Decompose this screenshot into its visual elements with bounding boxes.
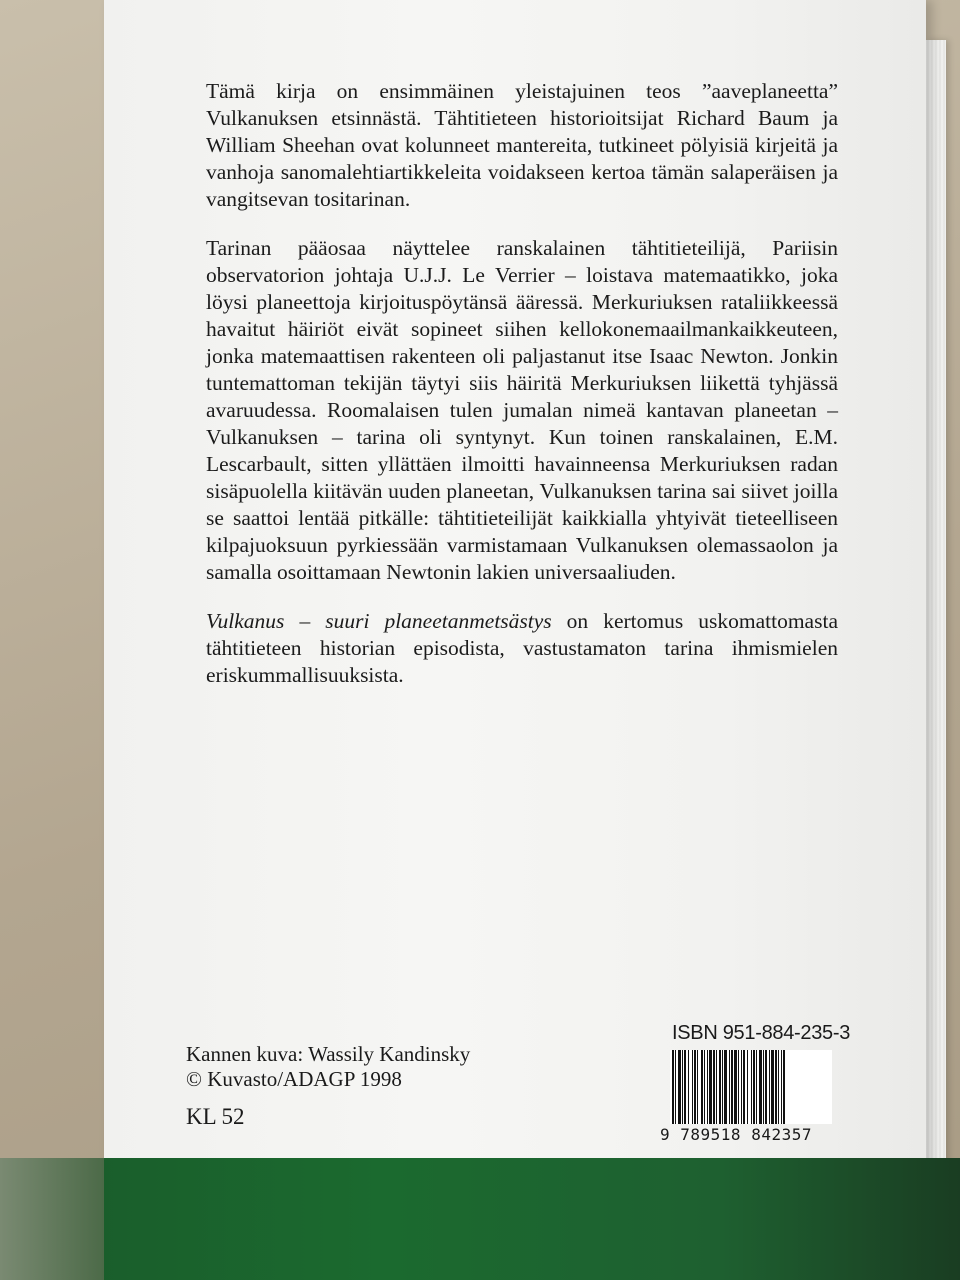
barcode-bar — [759, 1050, 762, 1124]
library-class-code: KL 52 — [186, 1104, 245, 1129]
barcode-bar — [731, 1050, 733, 1124]
cover-credits — [186, 1042, 470, 1092]
book-title-italic: Vulkanus – suuri planeetanmetsästys — [206, 609, 552, 633]
barcode-bar — [753, 1050, 755, 1124]
barcode-bar — [743, 1050, 745, 1124]
barcode-bar — [704, 1050, 705, 1124]
cover-image-credit: Kannen kuva: Wassily Kandinsky — [186, 1042, 471, 1066]
barcode-bar — [719, 1050, 721, 1124]
barcode-bar — [747, 1050, 748, 1124]
barcode-bar — [771, 1050, 774, 1124]
barcode-bar — [672, 1050, 674, 1124]
isbn-label: ISBN 951-884-235-3 — [672, 1022, 851, 1044]
copyright-line: © Kuvasto/ADAGP 1998 — [186, 1067, 402, 1091]
barcode-bar — [783, 1050, 785, 1124]
blurb-paragraph-3 — [206, 608, 838, 689]
barcode-bar — [763, 1050, 764, 1124]
barcode-bar — [765, 1050, 767, 1124]
blurb-paragraph-1: Tämä kirja on ensimmäinen yleistajuinen teos ”aaveplaneetta” Vulkanuksen etsinnästä. Tähtitieteen historioitsijat Richard Baum ja William Sheehan ovat kolunneet mantereita, tutkineet pölyisiä kirjeitä ja vanhoja sanomalehtiartikkeleita voidakseen kertoa tämän salaperäisen ja vangitsevan tositarinan. — [206, 79, 838, 211]
barcode-bar — [751, 1050, 752, 1124]
back-cover-blurb — [206, 78, 838, 711]
barcode-bar — [684, 1050, 686, 1124]
barcode-bar — [701, 1050, 703, 1124]
barcode-number: 9 789518 842357 — [660, 1125, 812, 1144]
barcode-bar — [707, 1050, 708, 1124]
blurb-paragraph-3-text: on kertomus uskomattomasta tähtitieteen historian episodista, vastustamaton tarina ihmismielen eriskummallisuuksista. — [206, 609, 838, 687]
barcode-bar — [775, 1050, 777, 1124]
barcode-bar — [724, 1050, 727, 1124]
barcode-bar — [741, 1050, 742, 1124]
band-shadow — [0, 1158, 104, 1280]
green-cover-band — [0, 1158, 960, 1280]
barcode-bar — [678, 1050, 681, 1124]
barcode-bar — [675, 1050, 676, 1124]
blurb-paragraph-2: Tarinan pääosaa näyttelee ranskalainen tähtitieteilijä, Pariisin observatorion johtaja U.J.J. Le Verrier – loistava matemaatikko, joka löysi planeettoja kirjoituspöytänsä ääressä. Merkuriuksen rataliikkeessä havaitut häiriöt eivät sopineet siihen kellokonemaailmankaikkeuteen, jonka matemaattisen rakenteen oli paljastanut itse Isaac Newton. Jonkin tuntemattoman tekijän täytyi siis häiritä Merkuriuksen liikettä tyhjässä avaruudessa. Roomalaisen tulen jumalan nimeä kantavan planeetan – Vulkanuksen – tarina oli syntynyt. Kun toinen ranskalainen, E.M. Lescarbault, sitten yllättäen ilmoitti havainneensa Merkuriuksen radan sisäpuolella kiitävän uuden planeetan, Vulkanuksen tarina sai siivet joilla se saattoi lentää pitkälle: tähtitieteilijät kaikkialla yhtyivät tieteelliseen kilpajuoksuun pyrkiessään varmistamaan Vulkanuksen olemassaolon ja samalla osoittamaan Newtonin lakien universaaliuden. — [206, 236, 838, 584]
barcode-bar — [729, 1050, 730, 1124]
barcode-bar — [694, 1050, 696, 1124]
barcode-bar — [688, 1050, 689, 1124]
barcode-bar — [734, 1050, 737, 1124]
barcode-bar — [781, 1050, 782, 1124]
barcode-bar — [778, 1050, 779, 1124]
barcode-bar — [692, 1050, 693, 1124]
barcode-bar — [709, 1050, 712, 1124]
barcode-bar — [722, 1050, 723, 1124]
barcode-bar — [769, 1050, 770, 1124]
barcode — [670, 1050, 832, 1124]
barcode-bar — [713, 1050, 715, 1124]
barcode-bar — [738, 1050, 739, 1124]
barcode-bar — [682, 1050, 683, 1124]
barcode-bar — [716, 1050, 717, 1124]
barcode-bar — [756, 1050, 757, 1124]
barcode-bar — [697, 1050, 698, 1124]
book-page-edges — [926, 40, 946, 1280]
